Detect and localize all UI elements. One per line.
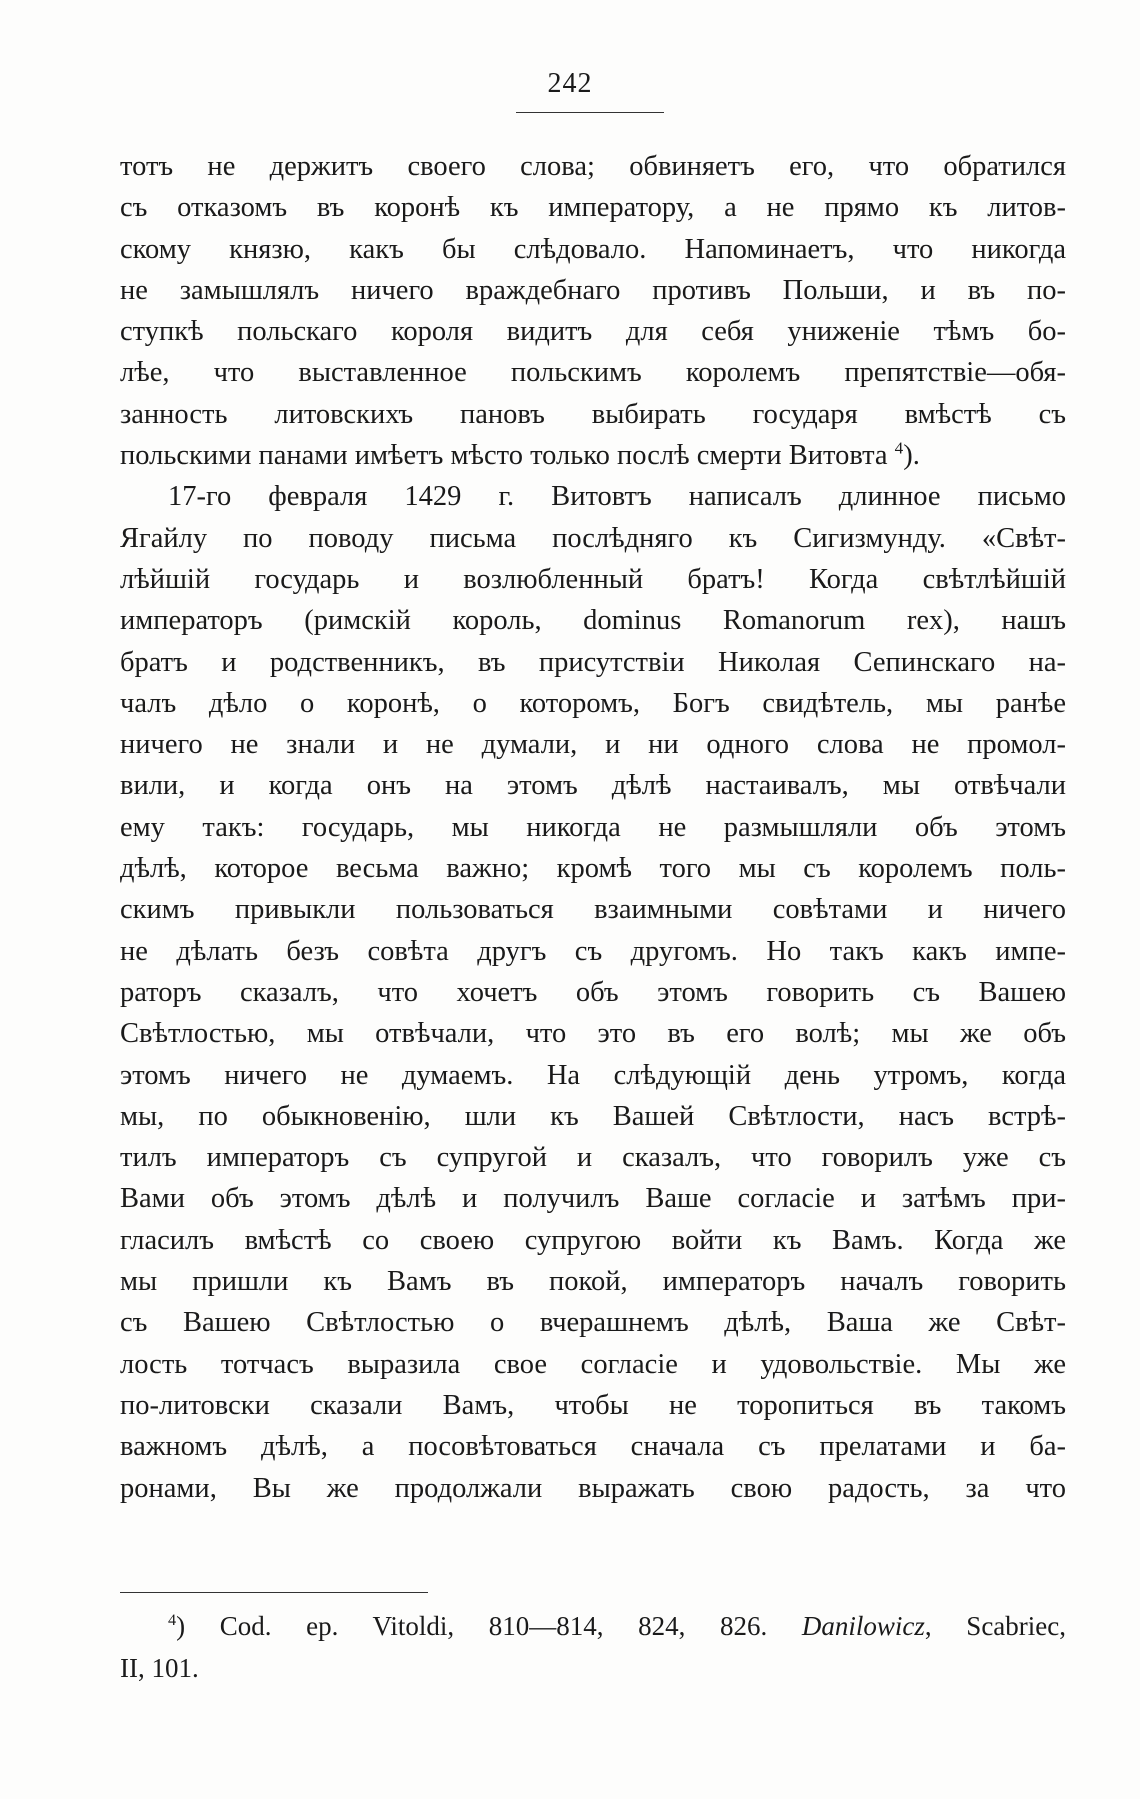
text-line: лѣе, что выставленное польскимъ королемъ препятствіе—обя- <box>120 357 1066 389</box>
page-number: 242 <box>547 68 593 99</box>
footnote-rule <box>120 1592 428 1593</box>
text-line: скому князю, какъ бы слѣдовало. Напоминаетъ, что никогда <box>120 233 1066 265</box>
text-line-tail: ). <box>903 440 920 472</box>
text-line: чалъ дѣло о коронѣ, о которомъ, Богъ свидѣтель, мы ранѣе <box>120 687 1066 719</box>
paragraph-first-line: 17-го февраля 1429 г. Витовтъ написалъ длинное письмо <box>168 481 1066 513</box>
footnote-author: Danilowicz <box>801 1611 925 1641</box>
text-line-content: польскими панами имѣетъ мѣсто только послѣ смерти Витовта <box>120 440 888 472</box>
text-line: занность литовскихъ пановъ выбирать государя вмѣстѣ съ <box>120 398 1066 430</box>
footnote-paren: ) <box>176 1611 186 1641</box>
text-line: мы, по обыкновенію, шли къ Вашей Свѣтлости, насъ встрѣ- <box>120 1100 1066 1132</box>
text-line: тилъ императоръ съ супругой и сказалъ, что говорилъ уже съ <box>120 1142 1066 1174</box>
text-line: этомъ ничего не думаемъ. На слѣдующій день утромъ, когда <box>120 1059 1066 1091</box>
text-line: лость тотчасъ выразила свое согласіе и удовольствіе. Мы же <box>120 1348 1066 1380</box>
text-line: Ягайлу по поводу письма послѣдняго къ Сигизмунду. «Свѣт- <box>120 522 1066 554</box>
text-line: мы пришли къ Вамъ въ покой, императоръ началъ говорить <box>120 1266 1066 1298</box>
text-line: Вами объ этомъ дѣлѣ и получилъ Ваше согласіе и затѣмъ при- <box>120 1183 1066 1215</box>
text-line: ступкѣ польскаго короля видитъ для себя униженіе тѣмъ бо- <box>120 316 1066 348</box>
text-line: важномъ дѣлѣ, а посовѣтоваться сначала съ прелатами и ба- <box>120 1431 1066 1463</box>
text-line: дѣлѣ, которое весьма важно; кромѣ того мы съ королемъ поль- <box>120 853 1066 885</box>
text-line: не замышлялъ ничего враждебнаго противъ Польши, и въ по- <box>120 274 1066 306</box>
text-line: съ отказомъ въ коронѣ къ императору, а не прямо къ литов- <box>120 192 1066 224</box>
footnote-line-continued: II, 101. <box>120 1653 199 1683</box>
footnote-line <box>120 1605 1066 1647</box>
text-line: гласилъ вмѣстѣ со своею супругою войти къ Вамъ. Когда же <box>120 1224 1066 1256</box>
footnote-text-a: Cod. ep. Vitoldi, 810—814, 824, 826. <box>185 1611 802 1641</box>
text-line: императоръ (римскій король, dominus Romanorum rex), нашъ <box>120 605 1066 637</box>
text-line: братъ и родственникъ, въ присутствіи Николая Сепинскаго на- <box>120 646 1066 678</box>
header-rule <box>516 112 664 113</box>
footnote-ref[interactable]: 4 <box>894 438 904 458</box>
text-line: тотъ не держитъ своего слова; обвиняетъ его, что обратился <box>120 151 1066 182</box>
text-line: съ Вашею Свѣтлостью о вчерашнемъ дѣлѣ, Ваша же Свѣт- <box>120 1307 1066 1339</box>
text-line: ронами, Вы же продолжали выражать свою радость, за что <box>120 1472 1066 1504</box>
text-line: Свѣтлостью, мы отвѣчали, что это въ его волѣ; мы же объ <box>120 1018 1066 1050</box>
text-line: не дѣлать безъ совѣта другъ съ другомъ. Но такъ какъ импе- <box>120 935 1066 967</box>
text-line: ему такъ: государь, мы никогда не размышляли объ этомъ <box>120 811 1066 843</box>
text-line: лѣйшій государь и возлюбленный братъ! Когда свѣтлѣйшій <box>120 563 1066 595</box>
footnote-marker: 4 <box>168 1611 177 1629</box>
footnotes <box>120 1605 1066 1689</box>
text-line: скимъ привыкли пользоваться взаимными совѣтами и ничего <box>120 894 1066 926</box>
text-line: вили, и когда онъ на этомъ дѣлѣ настаивалъ, мы отвѣчали <box>120 770 1066 802</box>
text-line: ничего не знали и не думали, и ни одного слова не промол- <box>120 729 1066 761</box>
footnote-text-b: , Scabriec, <box>924 1611 1066 1641</box>
text-line: по-литовски сказали Вамъ, чтобы не торопиться въ такомъ <box>120 1389 1066 1421</box>
text-line-with-footnote-ref <box>120 435 1066 476</box>
text-line: раторъ сказалъ, что хочетъ объ этомъ говорить съ Вашею <box>120 976 1066 1008</box>
body-text <box>120 146 1066 1509</box>
